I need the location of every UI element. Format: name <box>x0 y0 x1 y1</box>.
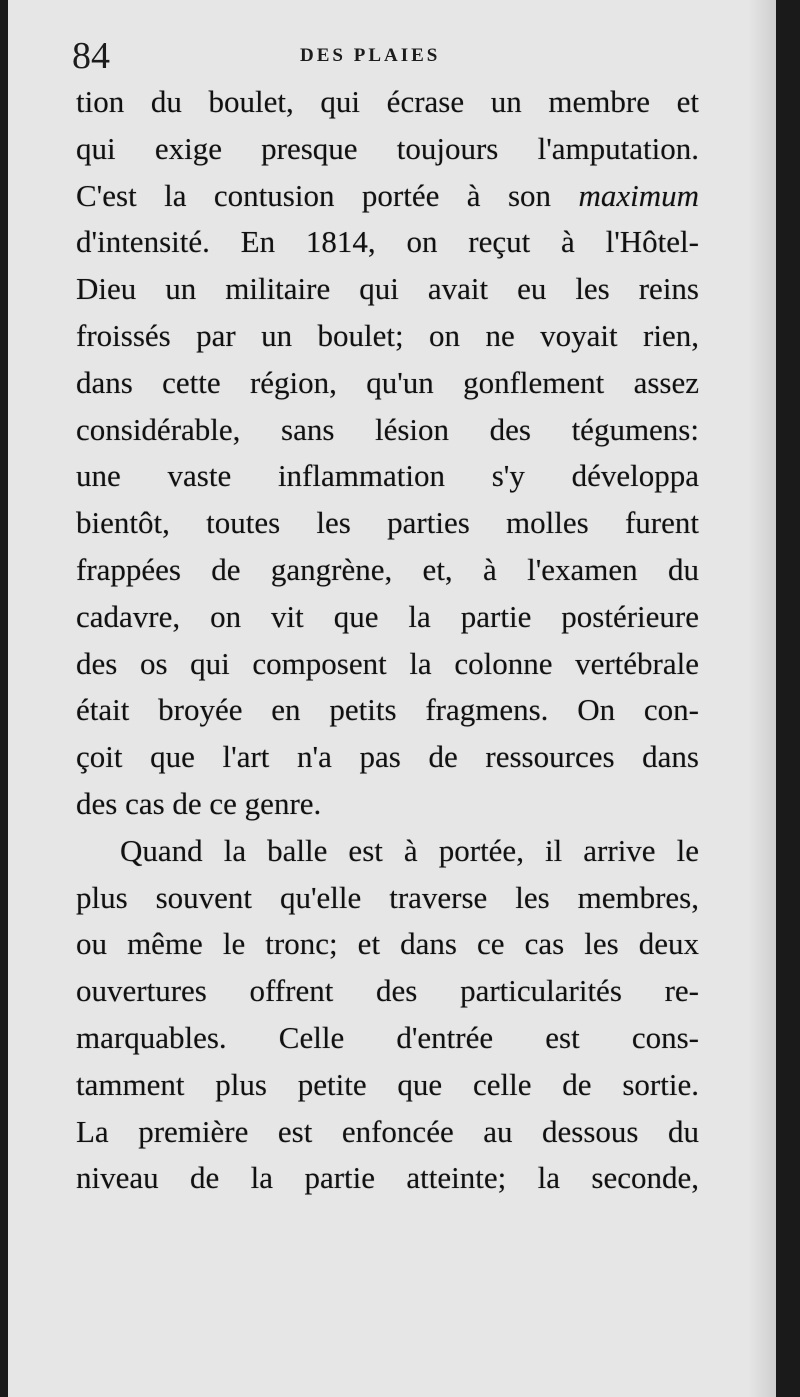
text-line: frappées de gangrène, et, à l'examen du <box>76 551 699 587</box>
text-line <box>76 173 699 220</box>
text-line: tamment plus petite que celle de sortie. <box>76 1066 699 1102</box>
text-line: froissés par un boulet; on ne voyait rien, <box>76 317 699 353</box>
text-line: tion du boulet, qui écrase un membre et <box>76 84 699 119</box>
book-page <box>8 0 776 1397</box>
text-line: bientôt, toutes les parties molles furent <box>76 505 699 541</box>
text-line: Dieu un militaire qui avait eu les reins <box>76 271 699 307</box>
text-line: qui exige presque toujours l'amputation. <box>76 130 699 166</box>
text-line: considérable, sans lésion des tégumens: <box>76 411 699 447</box>
text-line: cadavre, on vit que la partie postérieure <box>76 598 699 634</box>
text-line: marquables. Celle d'entrée est cons- <box>76 1019 699 1055</box>
text-line: dans cette région, qu'un gonflement assez <box>76 364 699 400</box>
text-line: plus souvent qu'elle traverse les membres, <box>76 879 699 915</box>
text-line: des os qui composent la colonne vertébrale <box>76 645 699 681</box>
text-line: était broyée en petits fragmens. On con- <box>76 692 699 728</box>
text-line: La première est enfoncée au dessous du <box>76 1113 699 1149</box>
text-line: ouvertures offrent des particularités re- <box>76 973 699 1009</box>
page-edge-shadow <box>748 0 776 1397</box>
italic-word: maximum <box>578 177 699 213</box>
text-segment: C'est la contusion portée à son <box>76 177 579 213</box>
text-line: des cas de ce genre. <box>76 785 322 821</box>
text-line: d'intensité. En 1814, on reçut à l'Hôtel- <box>76 224 699 260</box>
page-number: 84 <box>72 35 110 77</box>
body-text <box>76 79 699 1202</box>
text-line: niveau de la partie atteinte; la seconde, <box>76 1160 699 1196</box>
running-head <box>72 32 700 82</box>
text-line: une vaste inflammation s'y développa <box>76 458 699 494</box>
text-line: ou même le tronc; et dans ce cas les deux <box>76 926 699 962</box>
text-line: Quand la balle est à portée, il arrive le <box>120 832 699 868</box>
text-line: çoit que l'art n'a pas de ressources dans <box>76 739 699 775</box>
running-title: DES PLAIES <box>300 45 441 66</box>
